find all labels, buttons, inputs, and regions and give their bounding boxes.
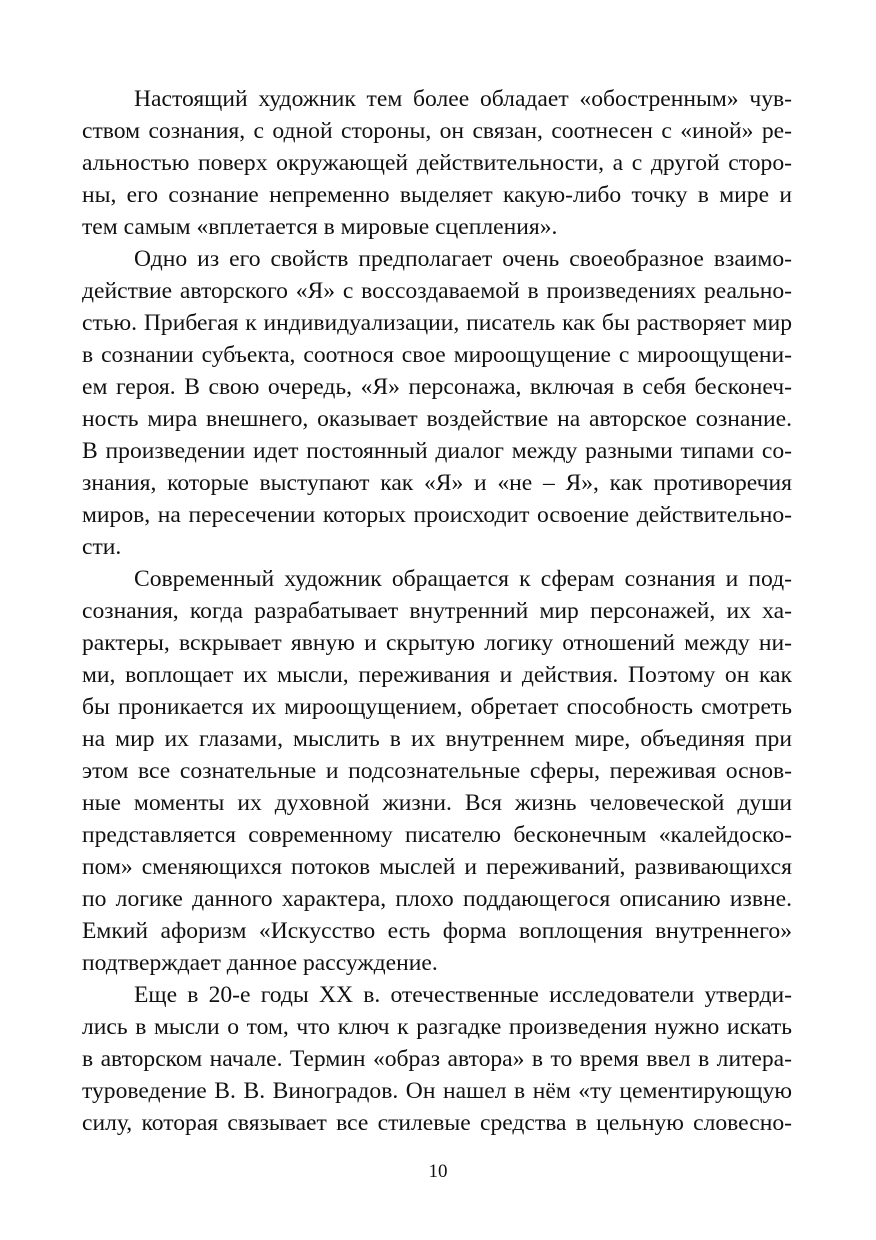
text-line: Настоящий художник тем более обладает «обостренным» чув- xyxy=(134,86,792,112)
text-line: миров, на пересечении которых происходит освоение действительно- xyxy=(82,502,792,528)
paragraph xyxy=(82,83,792,243)
page-number: 10 xyxy=(428,1161,448,1182)
text-line: тем самым «вплетается в мировые сцепления». xyxy=(82,214,558,240)
text-line: действие авторского «Я» с воссоздаваемой в произведениях реально- xyxy=(82,278,792,304)
text-line: ем героя. В свою очередь, «Я» персонажа, включая в себя бесконеч- xyxy=(82,374,792,400)
text-line: ством сознания, с одной стороны, он связан, соотнесен с «иной» ре- xyxy=(82,118,792,144)
text-line: знания, которые выступают как «Я» и «не – Я», как противоречия xyxy=(82,470,792,496)
text-line: В произведении идет постоянный диалог между разными типами со- xyxy=(82,438,792,464)
text-line: ны, его сознание непременно выделяет какую-либо точку в мире и xyxy=(82,182,792,208)
text-line: стью. Прибегая к индивидуализации, писатель как бы растворяет мир xyxy=(82,310,792,336)
text-line: ные моменты их духовной жизни. Вся жизнь человеческой души xyxy=(82,790,792,816)
text-line: по логике данного характера, плохо поддающегося описанию извне. xyxy=(82,886,792,912)
text-line: туроведение В. В. Виноградов. Он нашел в нём «ту цементирующую xyxy=(82,1078,792,1104)
text-line: Современный художник обращается к сферам сознания и под- xyxy=(134,566,792,592)
text-line: в сознании субъекта, соотнося свое мироощущение с мироощущени- xyxy=(82,342,792,368)
text-line: силу, которая связывает все стилевые средства в цельную словесно- xyxy=(82,1110,792,1136)
text-line: этом все сознательные и подсознательные сферы, переживая основ- xyxy=(82,758,792,784)
text-line: Одно из его свойств предполагает очень своеобразное взаимо- xyxy=(134,246,792,272)
text-line: пом» сменяющихся потоков мыслей и переживаний, развивающихся xyxy=(82,854,792,880)
text-line: Еще в 20-е годы XX в. отечественные исследователи утверди- xyxy=(134,982,792,1008)
paragraph xyxy=(82,243,792,563)
paragraph xyxy=(82,979,792,1139)
text-line: на мир их глазами, мыслить в их внутреннем мире, объединяя при xyxy=(82,726,792,752)
text-line: сознания, когда разрабатывает внутренний мир персонажей, их ха- xyxy=(82,598,792,624)
text-line: бы проникается их мироощущением, обретает способность смотреть xyxy=(82,694,792,720)
text-line: ми, воплощает их мысли, переживания и действия. Поэтому он как xyxy=(82,662,792,688)
text-line: представляется современному писателю бесконечным «калейдоско- xyxy=(82,822,792,848)
text-line: Емкий афоризм «Искусство есть форма воплощения внутреннего» xyxy=(82,918,792,944)
text-line: лись в мысли о том, что ключ к разгадке произведения нужно искать xyxy=(82,1014,792,1040)
paragraph xyxy=(82,563,792,979)
text-line: ность мира внешнего, оказывает воздействие на авторское сознание. xyxy=(82,406,792,432)
body-text xyxy=(82,83,792,1139)
text-line: рактеры, вскрывает явную и скрытую логику отношений между ни- xyxy=(82,630,792,656)
text-line: в авторском начале. Термин «образ автора» в то время ввел в литера- xyxy=(82,1046,792,1072)
text-line: альностью поверх окружающей действительности, а с другой сторо- xyxy=(82,150,792,176)
text-line: подтверждает данное рассуждение. xyxy=(82,950,438,976)
text-line: сти. xyxy=(82,534,122,560)
